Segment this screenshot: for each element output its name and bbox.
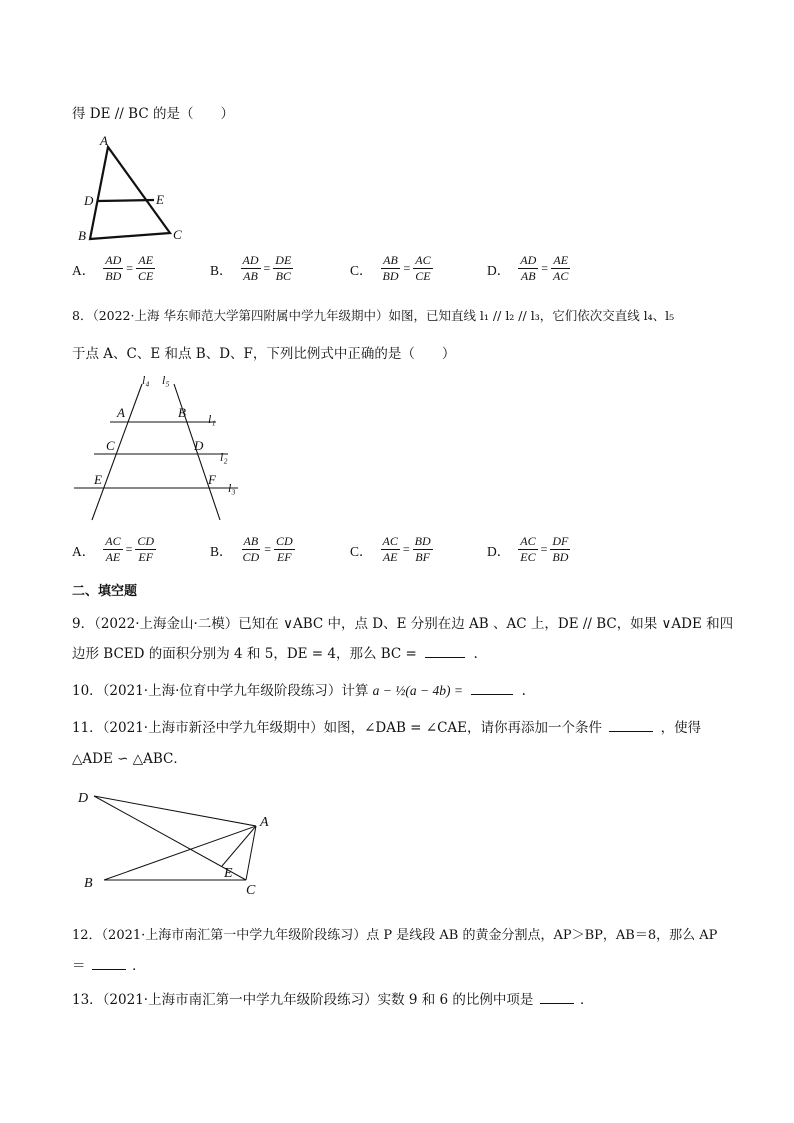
q8-option-c[interactable]: C． $\frac{AC}{AE}$ = $\frac{BD}{BF}$ [350, 534, 431, 564]
q10-end: . [521, 683, 526, 699]
q11-text: 11．（2021·上海市新泾中学九年级期中）如图，∠DAB = ∠CAE，请你再添加一个条件 [72, 720, 603, 736]
q8-stem-line1: 8．（2022·上海 华东师范大学第四附属中学九年级期中）如图，已知直线 l₁ // l₂ // l₃，它们依次交直线 l₄、l₅ [72, 308, 675, 323]
q9-line2-end: . [473, 646, 478, 662]
q10-answer-blank[interactable] [471, 693, 513, 695]
q11-text-end: ，使得 [660, 720, 702, 736]
q8-option-b-label: B． [210, 543, 233, 559]
q8-option-a[interactable]: A． $\frac{AC}{AE}$ = $\frac{CD}{EF}$ [72, 534, 155, 564]
q8-label-F: F [208, 472, 216, 487]
q8-stem-line2: 于点 A、C、E 和点 B、D、F，下列比例式中正确的是（ ） [72, 346, 456, 362]
q7-label-C: C [173, 227, 182, 242]
q7-option-d-label: D． [487, 262, 511, 278]
q8-label-C: C [106, 438, 115, 453]
q10-text: 10．（2021·上海·位育中学九年级阶段练习）计算 [72, 683, 369, 699]
q8-parallel-lines-figure [70, 368, 270, 528]
q9-stem-line1: 9．（2022·上海金山·二模）已知在 ∨ABC 中，点 D、E 分别在边 AB 、AC 上，DE // BC，如果 ∨ADE 和四 [72, 616, 734, 632]
q8-label-A: A [117, 405, 125, 420]
q11-label-B: B [84, 876, 93, 891]
q13-text: 13．（2021·上海市南汇第一中学九年级阶段练习）实数 9 和 6 的比例中项是 [72, 992, 534, 1008]
q11-label-A: A [260, 815, 269, 830]
q13-answer-blank[interactable] [540, 1002, 574, 1004]
q8-label-D: D [194, 438, 204, 453]
q7-label-D: D [84, 193, 94, 208]
q8-option-b[interactable]: B． $\frac{AB}{CD}$ = $\frac{CD}{EF}$ [210, 534, 293, 564]
q10-stem [72, 679, 526, 699]
q8-label-l4: l₄ [142, 373, 150, 387]
q11-stem-line1 [72, 716, 701, 736]
q13-end: ． [580, 992, 594, 1008]
q7-option-b-label: B． [210, 262, 233, 278]
q7-label-B: B [78, 228, 86, 243]
q8-label-l5: l₅ [162, 373, 170, 387]
q9-line2-text: 边形 BCED 的面积分别为 4 和 5，DE = 4，那么 BC = [72, 646, 417, 662]
q11-label-D: D [78, 791, 89, 806]
q7-stem-tail: 得 DE // BC 的是（ ） [72, 106, 234, 122]
q8-label-l2: l₂ [220, 450, 228, 464]
q12-text: ＝ [72, 958, 86, 974]
q8-option-d-label: D． [487, 543, 511, 559]
q11-label-C: C [246, 883, 256, 898]
q12-end: ． [132, 958, 146, 974]
q7-option-a-label: A． [72, 262, 96, 278]
q7-option-b[interactable]: B． $\frac{AD}{AB}$ = $\frac{DE}{BC}$ [210, 253, 292, 283]
q8-option-a-label: A． [72, 543, 96, 559]
q7-option-c-label: C． [350, 262, 373, 278]
q11-label-E: E [224, 866, 233, 881]
q12-answer-blank[interactable] [92, 968, 126, 970]
q8-option-d[interactable]: D． $\frac{AC}{EC}$ = $\frac{DF}{BD}$ [487, 534, 569, 564]
q9-stem-line2 [72, 642, 478, 662]
q8-option-c-label: C． [350, 543, 373, 559]
q8-label-l3: l₃ [228, 481, 236, 495]
q12-stem-line2 [72, 954, 146, 974]
q8-label-E: E [94, 472, 102, 487]
q7-option-d[interactable]: D． $\frac{AD}{AB}$ = $\frac{AE}{AC}$ [487, 253, 569, 283]
q13-stem [72, 988, 594, 1008]
q9-answer-blank[interactable] [425, 656, 465, 658]
q11-stem-line2: △ADE ∽ △ABC． [72, 751, 187, 767]
q7-label-E: E [156, 192, 164, 207]
q12-stem-line1: 12．（2021·上海市南汇第一中学九年级阶段练习）点 P 是线段 AB 的黄金分割点，AP＞BP，AB＝8，那么 AP [72, 928, 718, 943]
q7-option-c[interactable]: C． $\frac{AB}{BD}$ = $\frac{AC}{CE}$ [350, 253, 431, 283]
q11-answer-blank[interactable] [609, 730, 653, 732]
q8-label-B: B [178, 405, 186, 420]
q7-option-a[interactable]: A． $\frac{AD}{BD}$ = $\frac{AE}{CE}$ [72, 253, 154, 283]
q10-expression: a − ½(a − 4b) = [372, 683, 463, 698]
q8-label-l1: l₁ [208, 412, 216, 426]
q7-label-A: A [100, 133, 108, 148]
section-title: 二、填空题 [72, 584, 138, 599]
q11-triangles-figure [70, 782, 290, 902]
